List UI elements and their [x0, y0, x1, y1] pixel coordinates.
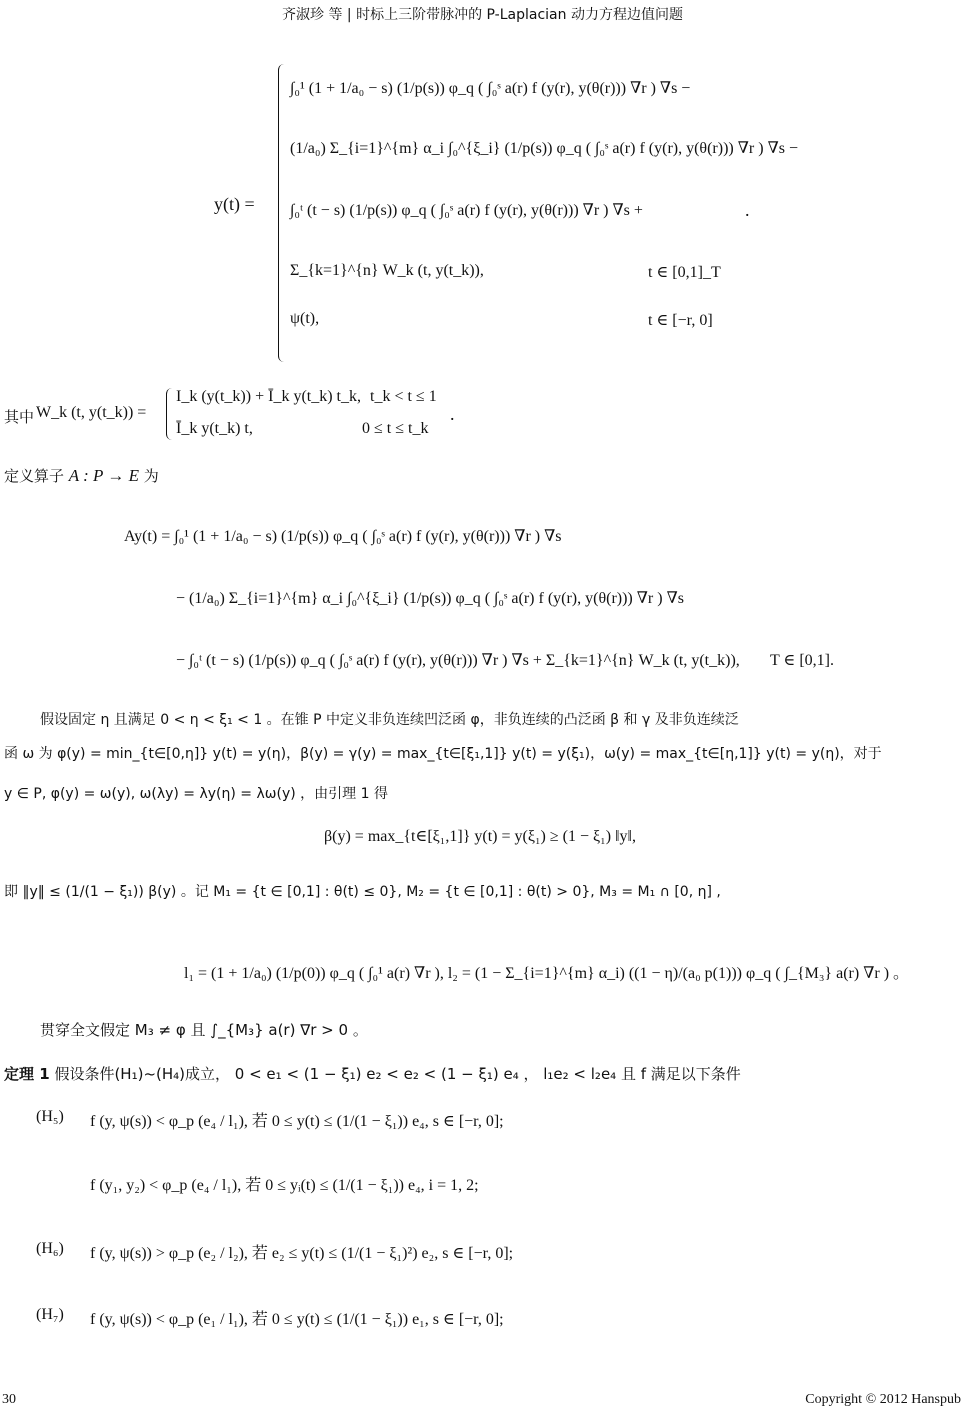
wk-prefix: 其中 — [4, 408, 35, 426]
wk-trailing-period: . — [450, 404, 455, 424]
ay-line-3-condition: T ∈ [0,1]. — [770, 652, 834, 669]
condition-h5: f (y, ψ(s)) < φ_p (e₄ / l₁), 若 0 ≤ y(t) ≤ (1/(1 − ξ₁)) e₄, s ∈ [−r, 0]; — [90, 1113, 504, 1130]
condition-h5-label: (H₅) — [36, 1108, 64, 1125]
wk-case-1: I_k (y(t_k)) + Ī_k y(t_k) t_k, — [176, 388, 361, 405]
system-line-5-condition: t ∈ [−r, 0] — [648, 312, 713, 329]
condition-h6: f (y, ψ(s)) > φ_p (e₂ / l₂), 若 e₂ ≤ y(t) ≤ (1/(1 − ξ₁)²) e₂, s ∈ [−r, 0]; — [90, 1245, 514, 1262]
system-lhs: y(t) = — [214, 194, 255, 214]
system-line-4: Σ_{k=1}^{n} W_k (t, y(t_k)), — [290, 262, 484, 279]
condition-h7-label: (H₇) — [36, 1306, 64, 1323]
l-equation: l₁ = (1 + 1/a₀) (1/p(0)) φ_q ( ∫₀¹ a(r) ∇r ), l₂ = (1 − Σ_{i=1}^{m} α_i) ((1 − η)/(a₀ p(1))) φ_q ( ∫_{M₃} a(r) ∇r ) 。 — [184, 965, 910, 982]
operator-definition — [4, 466, 159, 486]
beta-equation: β(y) = max_{t∈[ξ₁,1]} y(t) = y(ξ₁) ≥ (1 − ξ₁) ‖y‖, — [324, 828, 637, 845]
ay-line-1: Ay(t) = ∫₀¹ (1 + 1/a₀ − s) (1/p(s)) φ_q ( ∫₀ˢ a(r) f (y(r), y(θ(r))) ∇r ) ∇s — [124, 528, 562, 545]
wk-case-2-condition: 0 ≤ t ≤ t_k — [362, 420, 429, 437]
condition-h7: f (y, ψ(s)) < φ_p (e₁ / l₁), 若 0 ≤ y(t) ≤ (1/(1 − ξ₁)) e₁, s ∈ [−r, 0]; — [90, 1311, 504, 1328]
system-brace — [278, 64, 287, 362]
wk-case-1-condition: t_k < t ≤ 1 — [370, 388, 437, 405]
ay-line-2: − (1/a₀) Σ_{i=1}^{m} α_i ∫₀^{ξ_i} (1/p(s)) φ_q ( ∫₀ˢ a(r) f (y(r), y(θ(r))) ∇r ) ∇s — [176, 590, 684, 607]
para2-line-1: 即 ‖y‖ ≤ (1/(1 − ξ₁)) β(y) 。记 M₁ = {t ∈ [0,1] : θ(t) ≤ 0}, M₂ = {t ∈ [0,1] : θ(t) > 0}, M₃ = M₁ ∩ [0, η] , — [4, 884, 721, 900]
para1-line-3: y ∈ P, φ(y) = ω(y), ω(λy) = λy(η) = λω(y) ，由引理 1 得 — [4, 786, 388, 802]
theorem-1 — [4, 1064, 741, 1084]
copyright: Copyright © 2012 Hanspub — [805, 1392, 961, 1407]
theorem-text: 假设条件(H₁)~(H₄)成立， 0 < e₁ < (1 − ξ₁) e₂ < e₂ < (1 − ξ₁) e₄ ， l₁e₂ < l₂e₄ 且 f 满足以下条件 — [54, 1065, 741, 1083]
theorem-label: 定理 1 — [4, 1065, 50, 1083]
operator-math: A : P → E — [68, 466, 139, 485]
wk-case-2: Ī_k y(t_k) t, — [176, 420, 253, 437]
operator-text-b: 为 — [143, 467, 159, 485]
wk-brace — [166, 388, 173, 440]
operator-text-a: 定义算子 — [4, 467, 65, 485]
condition-h6-label: (H₆) — [36, 1240, 64, 1257]
system-line-3: ∫₀ᵗ (t − s) (1/p(s)) φ_q ( ∫₀ˢ a(r) f (y(r), y(θ(r))) ∇r ) ∇s + — [290, 202, 643, 219]
system-line-4-condition: t ∈ [0,1]_T — [648, 264, 721, 281]
para1-line-1: 假设固定 η 且满足 0 < η < ξ₁ < 1 。在锥 P 中定义非负连续凹泛函 φ，非负连续的凸泛函 β 和 γ 及非负连续泛 — [40, 712, 739, 728]
system-line-5: ψ(t), — [290, 310, 320, 327]
condition-h5-second: f (y₁, y₂) < φ_p (e₄ / l₁), 若 0 ≤ yᵢ(t) ≤ (1/(1 − ξ₁)) e₄, i = 1, 2; — [90, 1177, 479, 1194]
page-number: 30 — [2, 1392, 16, 1407]
running-header: 齐淑珍 等 | 时标上三阶带脉冲的 P-Laplacian 动力方程边值问题 — [282, 7, 683, 23]
wk-lhs: W_k (t, y(t_k)) = — [36, 404, 147, 421]
para1-line-2: 函 ω 为 φ(y) = min_{t∈[0,η]} y(t) = y(η)，β(y) = γ(y) = max_{t∈[ξ₁,1]} y(t) = y(ξ₁)，ω(y) = max_{t∈[η,1]} y(t) = y(η)，对于 — [4, 746, 882, 762]
system-line-2: (1/a₀) Σ_{i=1}^{m} α_i ∫₀^{ξ_i} (1/p(s)) φ_q ( ∫₀ˢ a(r) f (y(r), y(θ(r))) ∇r ) ∇s − — [290, 140, 798, 157]
system-trailing-period: . — [745, 200, 750, 220]
para3: 贯穿全文假定 M₃ ≠ φ 且 ∫_{M₃} a(r) ∇r > 0 。 — [40, 1021, 368, 1039]
ay-line-3: − ∫₀ᵗ (t − s) (1/p(s)) φ_q ( ∫₀ˢ a(r) f (y(r), y(θ(r))) ∇r ) ∇s + Σ_{k=1}^{n} W_k (t, y(t_k)), — [176, 652, 740, 669]
system-line-1: ∫₀¹ (1 + 1/a₀ − s) (1/p(s)) φ_q ( ∫₀ˢ a(r) f (y(r), y(θ(r))) ∇r ) ∇s − — [290, 80, 691, 97]
